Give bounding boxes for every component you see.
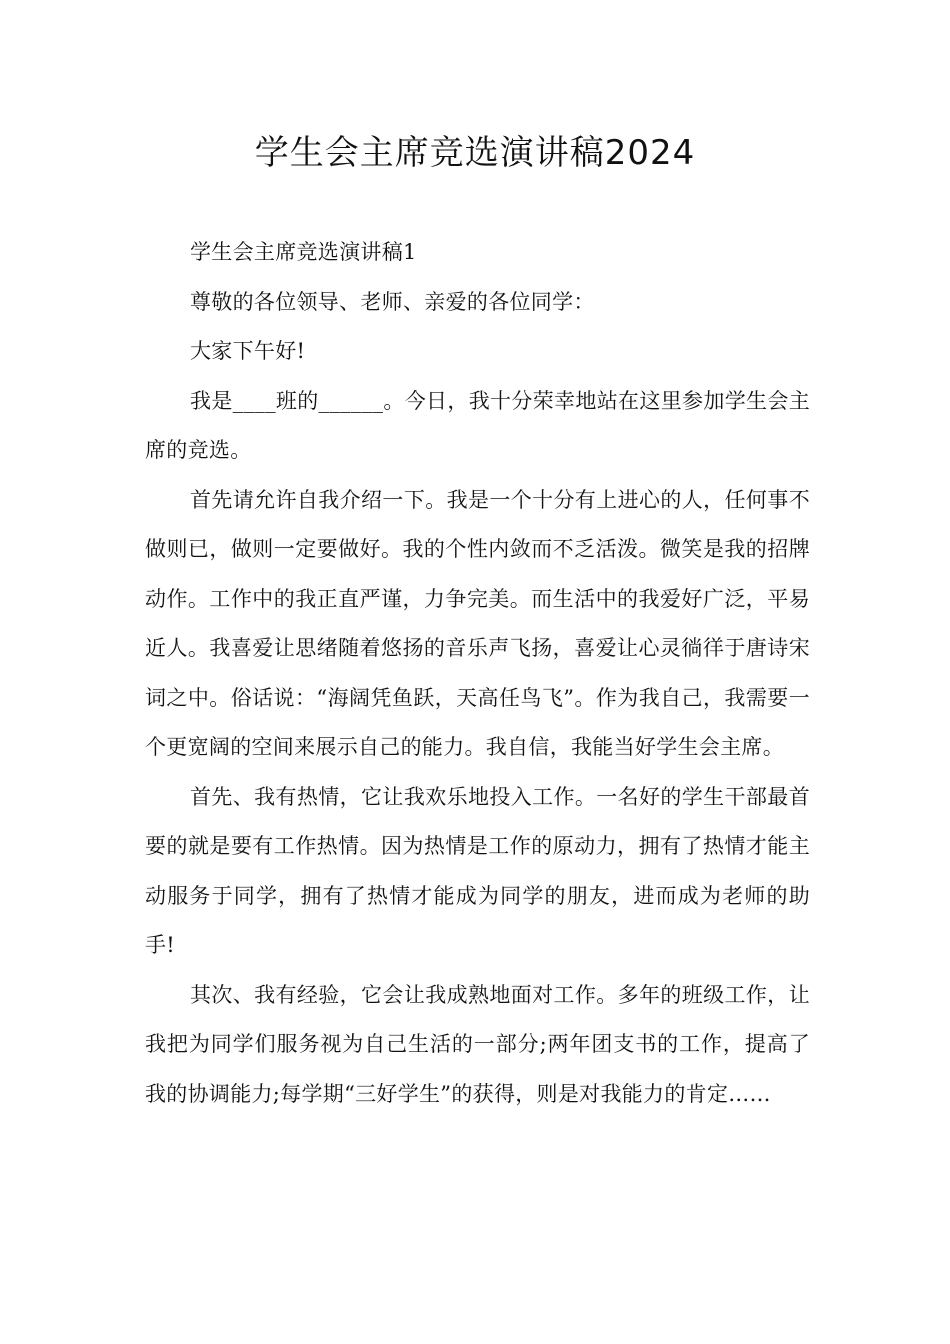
paragraph-heading: 学生会主席竞选演讲稿1 bbox=[190, 240, 417, 264]
paragraph-greeting: 大家下午好! bbox=[190, 339, 306, 363]
document-title: 学生会主席竞选演讲稿2024 bbox=[254, 133, 696, 173]
document-body bbox=[145, 228, 810, 1119]
paragraph-experience: 其次、我有经验，它会让我成熟地面对工作。多年的班级工作，让我把为同学们服务视为自己生活的一部分;两年团支书的工作，提高了我的协调能力;每学期“三好学生”的获得，则是对我能力的肯定…… bbox=[145, 982, 810, 1106]
paragraph-intro: 我是____班的______。今日，我十分荣幸地站在这里参加学生会主席的竞选。 bbox=[145, 388, 810, 462]
paragraph-salutation: 尊敬的各位领导、老师、亲爱的各位同学： bbox=[190, 289, 595, 314]
paragraph-self-introduction: 首先请允许自我介绍一下。我是一个十分有上进心的人，任何事不做则已，做则一定要做好。我的个性内敛而不乏活泼。微笑是我的招牌动作。工作中的我正直严谨，力争完美。而生活中的我爱好广泛，平易近人。我喜爱让思绪随着悠扬的音乐声飞扬，喜爱让心灵徜徉于唐诗宋词之中。俗话说：“海阔凭鱼跃，天高任鸟飞”。作为我自己，我需要一个更宽阔的空间来展示自己的能力。我自信，我能当好学生会主席。 bbox=[145, 487, 810, 759]
paragraph-enthusiasm: 首先、我有热情，它让我欢乐地投入工作。一名好的学生干部最首要的就是要有工作热情。因为热情是工作的原动力，拥有了热情才能主动服务于同学，拥有了热情才能成为同学的朋友，进而成为老师的助手! bbox=[145, 784, 810, 957]
